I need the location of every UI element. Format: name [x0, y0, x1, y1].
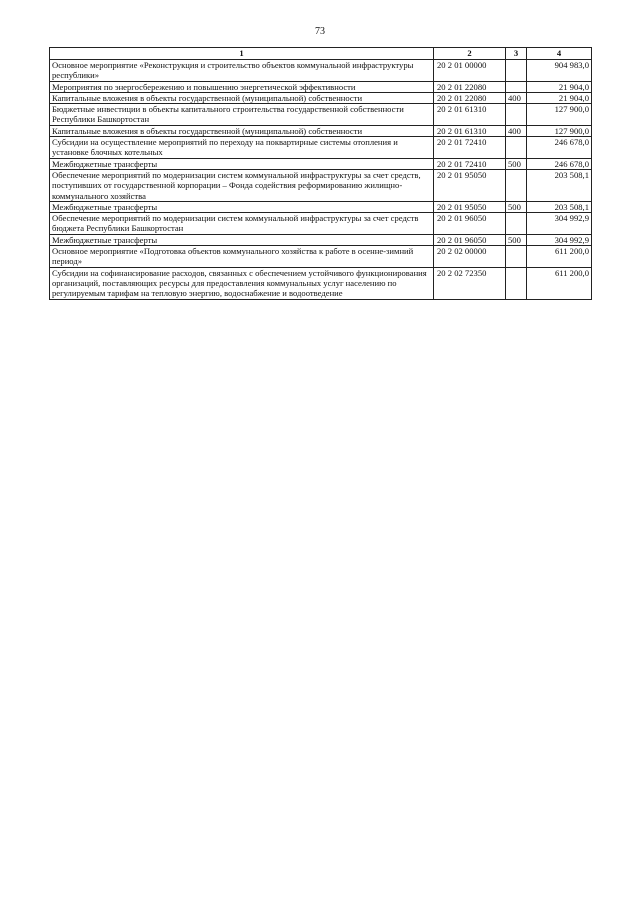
table-row [50, 158, 592, 169]
row-code: 20 2 01 00000 [434, 60, 506, 82]
header-col-sum: 4 [527, 48, 592, 60]
row-name: Межбюджетные трансферты [50, 234, 434, 245]
row-code: 20 2 01 61310 [434, 125, 506, 136]
row-name: Субсидии на софинансирование расходов, связанных с обеспечением устойчивого функционирования организаций, поставляющих ресурсы для предоставления коммунальных услуг населению по регулируемым тарифам на тепловую энергию, водоснабжение и водоотведение [50, 267, 434, 299]
row-sum: 904 983,0 [527, 60, 592, 82]
table-header-row [50, 48, 592, 60]
row-type: 400 [506, 92, 527, 103]
row-code: 20 2 01 96050 [434, 213, 506, 235]
budget-table [49, 47, 592, 300]
row-sum: 203 508,1 [527, 169, 592, 201]
row-name: Капитальные вложения в объекты государственной (муниципальной) собственности [50, 92, 434, 103]
row-type [506, 137, 527, 159]
row-sum: 246 678,0 [527, 137, 592, 159]
row-code: 20 2 01 22080 [434, 81, 506, 92]
table-row [50, 246, 592, 268]
table-row [50, 81, 592, 92]
table-row [50, 60, 592, 82]
row-sum: 246 678,0 [527, 158, 592, 169]
table-row [50, 137, 592, 159]
row-code: 20 2 01 72410 [434, 137, 506, 159]
table-row [50, 125, 592, 136]
row-name: Капитальные вложения в объекты государственной (муниципальной) собственности [50, 125, 434, 136]
row-type [506, 213, 527, 235]
table-row [50, 234, 592, 245]
row-type [506, 81, 527, 92]
header-col-name: 1 [50, 48, 434, 60]
row-name: Основное мероприятие «Подготовка объектов коммунального хозяйства к работе в осенне-зимний период» [50, 246, 434, 268]
row-code: 20 2 01 22080 [434, 92, 506, 103]
row-type [506, 169, 527, 201]
table-row [50, 169, 592, 201]
row-sum: 611 200,0 [527, 267, 592, 299]
table-row [50, 201, 592, 212]
table-row [50, 213, 592, 235]
table-row [50, 267, 592, 299]
row-type [506, 60, 527, 82]
row-sum: 127 900,0 [527, 104, 592, 126]
row-code: 20 2 01 95050 [434, 201, 506, 212]
row-name: Межбюджетные трансферты [50, 201, 434, 212]
row-code: 20 2 02 00000 [434, 246, 506, 268]
row-type: 500 [506, 158, 527, 169]
row-type [506, 246, 527, 268]
row-code: 20 2 01 72410 [434, 158, 506, 169]
table-row [50, 92, 592, 103]
row-code: 20 2 01 61310 [434, 104, 506, 126]
row-code: 20 2 02 72350 [434, 267, 506, 299]
table-row [50, 104, 592, 126]
row-sum: 127 900,0 [527, 125, 592, 136]
row-sum: 611 200,0 [527, 246, 592, 268]
row-type [506, 104, 527, 126]
row-type: 400 [506, 125, 527, 136]
row-name: Субсидии на осуществление мероприятий по переходу на поквартирные системы отопления и установке блочных котельных [50, 137, 434, 159]
row-sum: 304 992,9 [527, 234, 592, 245]
row-name: Обеспечение мероприятий по модернизации систем коммунальной инфраструктуры за счет средств бюджета Республики Башкортостан [50, 213, 434, 235]
page-number: 73 [315, 26, 325, 37]
row-code: 20 2 01 95050 [434, 169, 506, 201]
header-col-type: 3 [506, 48, 527, 60]
row-sum: 203 508,1 [527, 201, 592, 212]
row-name: Бюджетные инвестиции в объекты капитального строительства государственной собственности Республики Башкортостан [50, 104, 434, 126]
row-type: 500 [506, 201, 527, 212]
header-col-code: 2 [434, 48, 506, 60]
row-name: Мероприятия по энергосбережению и повышению энергетической эффективности [50, 81, 434, 92]
row-name: Основное мероприятие «Реконструкция и строительство объектов коммунальной инфраструктуры республики» [50, 60, 434, 82]
row-name: Межбюджетные трансферты [50, 158, 434, 169]
row-code: 20 2 01 96050 [434, 234, 506, 245]
row-type: 500 [506, 234, 527, 245]
row-name: Обеспечение мероприятий по модернизации систем коммунальной инфраструктуры за счет средств, поступивших от государственной корпорации – Фонда содействия реформированию жилищно-коммунального хозяйства [50, 169, 434, 201]
row-sum: 21 904,0 [527, 81, 592, 92]
row-type [506, 267, 527, 299]
row-sum: 21 904,0 [527, 92, 592, 103]
row-sum: 304 992,9 [527, 213, 592, 235]
